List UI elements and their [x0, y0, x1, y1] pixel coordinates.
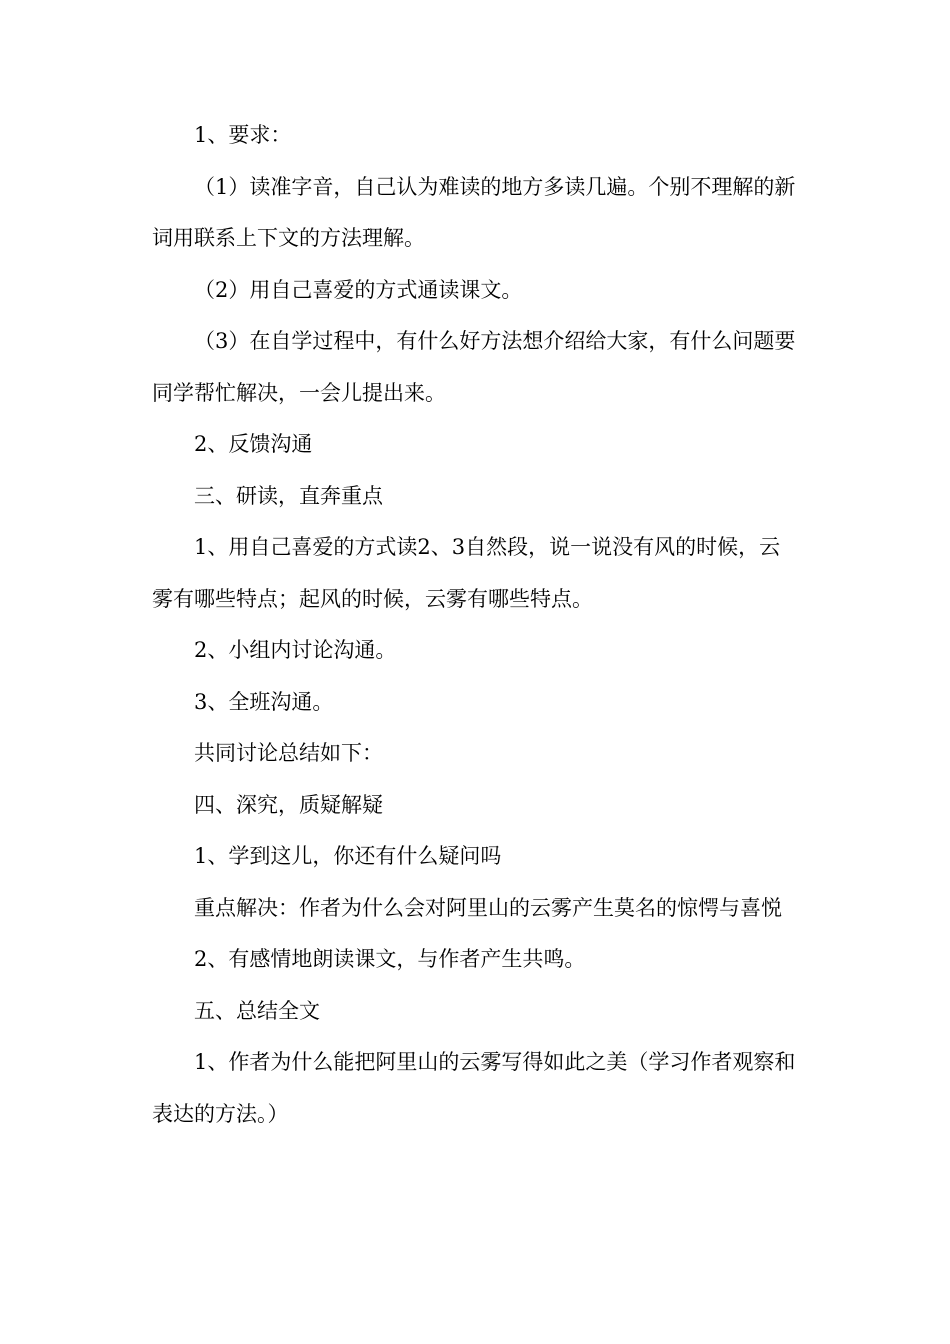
paragraph-questions: 1、学到这儿，你还有什么疑问吗 — [194, 844, 502, 868]
section-heading-5: 五、总结全文 — [194, 998, 320, 1023]
paragraph-class-discussion: 3、全班沟通。 — [194, 689, 334, 714]
paragraph-key-solution: 重点解决：作者为什么会对阿里山的云雾产生莫名的惊愕与喜悦 — [194, 895, 782, 920]
paragraph-final-question: 1、作者为什么能把阿里山的云雾写得如此之美（学习作者观察和表达的方法。） — [152, 1050, 796, 1126]
paragraph-requirements: 1、要求： — [194, 123, 292, 147]
paragraph-item-1: （1）读准字音，自己认为难读的地方多读几遍。个别不理解的新词用联系上下文的方法理解。 — [152, 174, 796, 250]
paragraph-item-2: （2）用自己喜爱的方式通读课文。 — [194, 277, 523, 302]
paragraph-feedback: 2、反馈沟通 — [194, 432, 313, 456]
section-heading-3: 三、研读，直奔重点 — [194, 483, 383, 508]
paragraph-summary-intro: 共同讨论总结如下： — [194, 741, 383, 765]
paragraph-group-discussion: 2、小组内讨论沟通。 — [194, 638, 397, 662]
document-body — [152, 110, 798, 1140]
section-heading-4: 四、深究，质疑解疑 — [194, 792, 383, 817]
paragraph-item-3: （3）在自学过程中，有什么好方法想介绍给大家，有什么问题要同学帮忙解决，一会儿提出来。 — [152, 329, 796, 405]
paragraph-read-task: 1、用自己喜爱的方式读2、3自然段，说一说没有风的时候，云雾有哪些特点；起风的时候，云雾有哪些特点。 — [152, 535, 781, 611]
paragraph-read-aloud: 2、有感情地朗读课文，与作者产生共鸣。 — [194, 947, 586, 971]
